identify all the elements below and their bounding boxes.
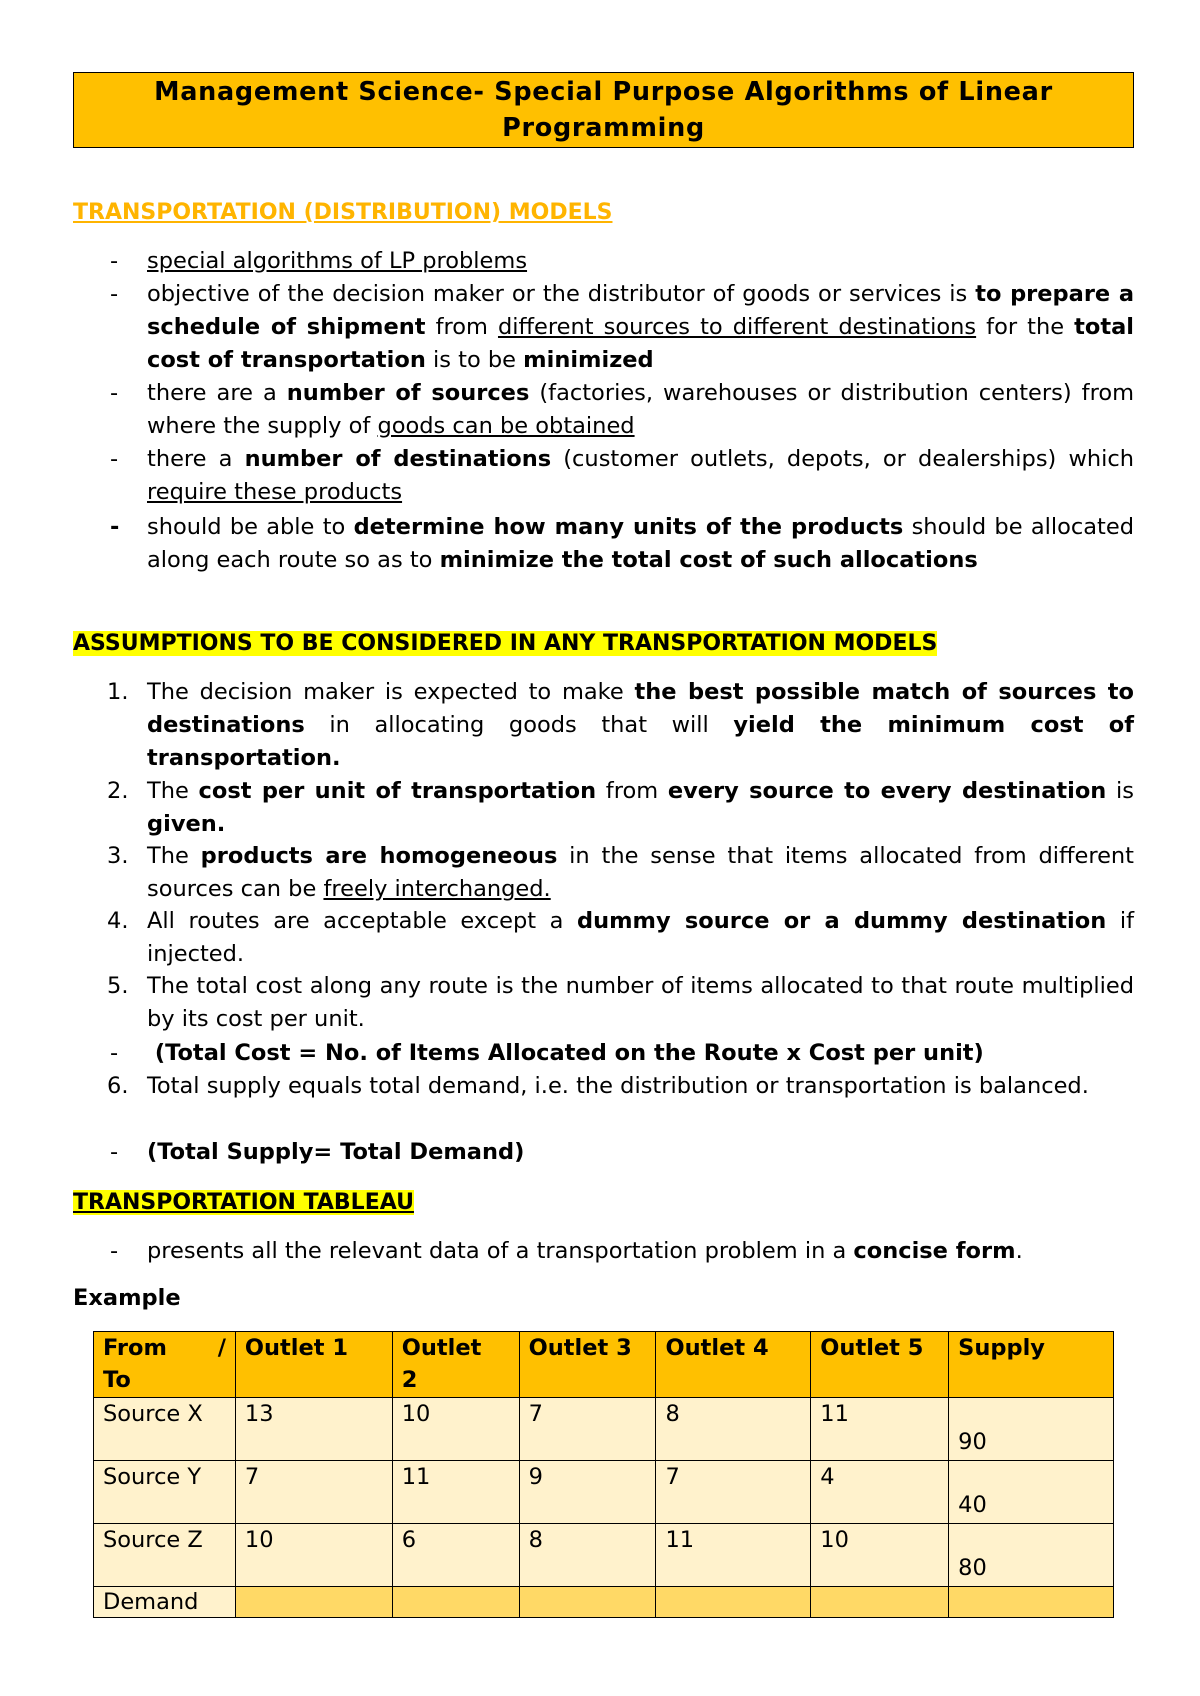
cost-cell: 7 (235, 1461, 392, 1524)
bold-run: to prepare a schedule of shipment (147, 281, 1135, 340)
text-run: The decision maker is expected to make (147, 679, 635, 705)
header-outlet-2 (392, 1332, 519, 1398)
cost-cell: 6 (392, 1524, 519, 1587)
bold-run: number of sources (286, 380, 530, 406)
item-number: 6. (107, 1073, 129, 1099)
numbered-item (107, 676, 1134, 775)
highlighted-heading-text: ASSUMPTIONS TO BE CONSIDERED IN ANY TRANSPORTATION MODELS (73, 631, 938, 656)
text-run: is to be (425, 347, 524, 373)
document-title (73, 72, 1134, 148)
text-run: Total supply equals total demand, i.e. the distribution or transportation is balanced. (147, 1073, 1089, 1099)
bold-run: yield the minimum cost of transportation. (147, 712, 1134, 771)
bold-run: concise form (853, 1238, 1016, 1264)
list-item (110, 1037, 1134, 1070)
text-run: from (596, 778, 668, 804)
header-outlet-2-word: Outlet (401, 1335, 482, 1361)
header-to: To (103, 1367, 131, 1393)
table-row (94, 1461, 1114, 1524)
underline-run: freely interchanged. (323, 876, 551, 902)
bullet-marker: - (110, 281, 119, 307)
demand-cell (235, 1587, 392, 1618)
text-run: in the sense that items allocated from different sources can be (147, 843, 1135, 902)
bullet-marker: - (110, 380, 119, 406)
item-number: 3. (107, 843, 129, 869)
text-run: All routes are acceptable except a (147, 908, 577, 934)
text-run: (factories, warehouses or distribution centers) from where the supply of (147, 380, 1135, 439)
bullet-marker: - (110, 1040, 119, 1066)
list-item (110, 1235, 1134, 1268)
list-item (110, 278, 1135, 377)
table-row (94, 1398, 1114, 1461)
list-item (110, 443, 1134, 509)
demand-cell (392, 1587, 519, 1618)
text-run: should be able to (147, 514, 354, 540)
cost-cell: 8 (656, 1398, 811, 1461)
cost-cell: 7 (656, 1461, 811, 1524)
item-number: 2. (107, 778, 129, 804)
bullet-marker: - (110, 514, 120, 540)
header-outlet-2-number: 2 (401, 1367, 418, 1393)
bullet-marker: - (110, 446, 119, 472)
demand-cell (519, 1587, 656, 1618)
demand-cell (949, 1587, 1114, 1618)
text-run: The (147, 778, 199, 804)
text-run: The total cost along any route is the number of items allocated to that route multiplied by its cost per unit. (147, 973, 1134, 1032)
text-run: from (425, 314, 498, 340)
text-run: . (1015, 1238, 1023, 1264)
cost-cell: 8 (519, 1524, 656, 1587)
example-label: Example (73, 1285, 181, 1311)
supply-cell: 80 (949, 1524, 1114, 1587)
section-heading-assumptions (73, 627, 937, 660)
item-number: 1. (107, 679, 129, 705)
underline-run: different sources to different destinations (497, 314, 977, 340)
underline-run: require these products (147, 479, 403, 505)
text-run: should be allocated along each route so as to (147, 514, 1134, 573)
cost-cell: 11 (656, 1524, 811, 1587)
bold-run: total cost of transportation (147, 314, 1134, 373)
text-run: there are a (147, 380, 287, 406)
header-from-to (94, 1332, 236, 1398)
section-heading-transportation-models: TRANSPORTATION (DISTRIBUTION) MODELS (73, 200, 613, 225)
demand-row (94, 1587, 1114, 1618)
text-run: presents all the relevant data of a transportation problem in a (147, 1238, 854, 1264)
source-label: Source Y (94, 1461, 236, 1524)
header-outlet-5: Outlet 5 (811, 1332, 949, 1398)
bullet-text: special algorithms of LP problems (147, 248, 528, 274)
cost-cell: 7 (519, 1398, 656, 1461)
list-item (110, 377, 1135, 443)
section-heading-tableau (73, 1186, 414, 1219)
numbered-item (107, 1070, 1134, 1103)
list-item (110, 1136, 1134, 1169)
bold-run: given. (147, 811, 226, 837)
demand-cell (656, 1587, 811, 1618)
cost-cell: 10 (811, 1524, 949, 1587)
bullet-marker: - (110, 248, 119, 274)
bold-run: every source to every destination (667, 778, 1107, 804)
table-row (94, 1524, 1114, 1587)
bold-run: dummy source or a dummy destination (576, 908, 1107, 934)
text-run: if injected. (147, 908, 1134, 967)
item-number: 4. (107, 908, 129, 934)
bold-run: minimize the total cost of such allocations (439, 547, 978, 573)
cost-cell: 11 (392, 1461, 519, 1524)
cost-cell: 9 (519, 1461, 656, 1524)
text-run: for the (976, 314, 1075, 340)
numbered-item (107, 775, 1134, 841)
cost-cell: 10 (235, 1524, 392, 1587)
balance-formula: (Total Supply= Total Demand) (147, 1139, 525, 1165)
header-outlet-4: Outlet 4 (656, 1332, 811, 1398)
item-number: 5. (107, 973, 129, 999)
supply-cell: 40 (949, 1461, 1114, 1524)
numbered-item (107, 840, 1135, 906)
source-label: Source X (94, 1398, 236, 1461)
numbered-item (107, 905, 1134, 971)
header-outlet-1: Outlet 1 (235, 1332, 392, 1398)
underline-run: goods can be obtained (377, 413, 635, 439)
supply-cell: 90 (949, 1398, 1114, 1461)
bold-run: minimized (523, 347, 654, 373)
demand-cell (811, 1587, 949, 1618)
header-outlet-3: Outlet 3 (519, 1332, 656, 1398)
cost-cell: 13 (235, 1398, 392, 1461)
text-run: The (147, 843, 201, 869)
cost-cell: 4 (811, 1461, 949, 1524)
list-item (110, 245, 1134, 278)
title-line-1: Management Science- Special Purpose Algorithms of Linear (154, 77, 1053, 107)
table-header-row (94, 1332, 1114, 1398)
numbered-item (107, 970, 1134, 1036)
header-from: From (103, 1335, 167, 1361)
list-item (110, 511, 1134, 577)
bold-run: products are homogeneous (200, 843, 558, 869)
header-supply: Supply (949, 1332, 1114, 1398)
text-run: objective of the decision maker or the distributor of goods or services is (147, 281, 976, 307)
bullet-marker: - (110, 1139, 119, 1165)
source-label: Source Z (94, 1524, 236, 1587)
text-run: (customer outlets, depots, or dealerships) which (551, 446, 1134, 472)
bold-run: number of destinations (244, 446, 552, 472)
cost-cell: 10 (392, 1398, 519, 1461)
header-slash: / (217, 1335, 226, 1361)
highlighted-heading-text: TRANSPORTATION TABLEAU (73, 1190, 414, 1215)
text-run: is (1106, 778, 1134, 804)
total-cost-formula: (Total Cost = No. of Items Allocated on the Route x Cost per unit) (147, 1040, 984, 1066)
text-run: there a (147, 446, 245, 472)
demand-label: Demand (94, 1587, 236, 1618)
text-run: in allocating goods that will (304, 712, 734, 738)
bold-run: cost per unit of transportation (198, 778, 597, 804)
title-line-2: Programming (502, 113, 705, 143)
bold-run: the best possible match of sources to destinations (147, 679, 1134, 738)
bullet-marker: - (110, 1238, 119, 1264)
cost-cell: 11 (811, 1398, 949, 1461)
bold-run: determine how many units of the products (353, 514, 904, 540)
transportation-tableau (93, 1331, 1114, 1618)
